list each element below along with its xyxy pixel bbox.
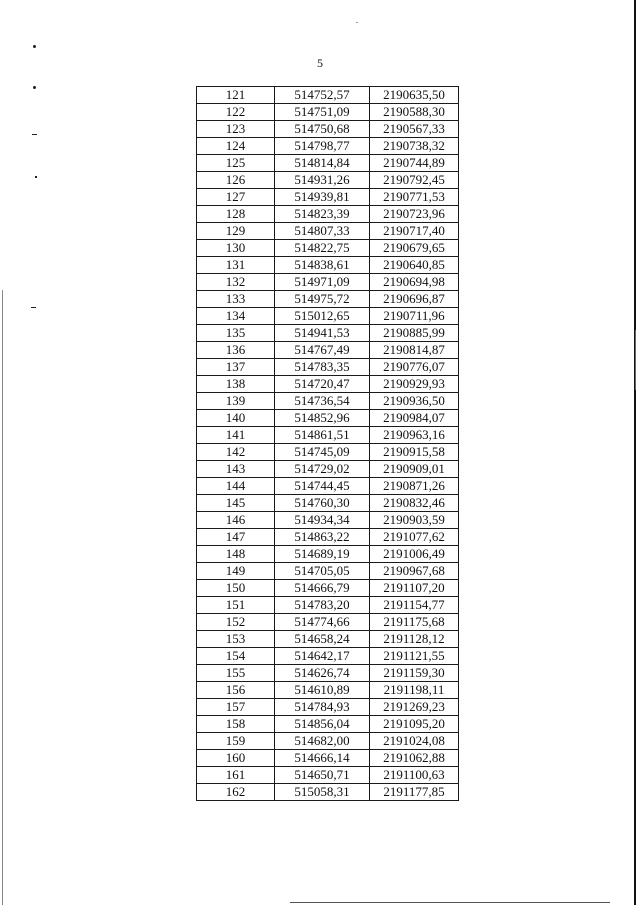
point-number-cell: 151 xyxy=(197,597,275,614)
table-row xyxy=(197,206,459,223)
table-row xyxy=(197,648,459,665)
table-row xyxy=(197,478,459,495)
x-coordinate-cell: 514975,72 xyxy=(275,291,370,308)
y-coordinate-cell: 2191175,68 xyxy=(370,614,459,631)
point-number-cell: 125 xyxy=(197,155,275,172)
point-number-cell: 129 xyxy=(197,223,275,240)
margin-dash xyxy=(31,307,36,308)
table-row xyxy=(197,427,459,444)
point-number-cell: 146 xyxy=(197,512,275,529)
x-coordinate-cell: 514760,30 xyxy=(275,495,370,512)
point-number-cell: 142 xyxy=(197,444,275,461)
coordinates-table xyxy=(196,86,459,801)
y-coordinate-cell: 2191006,49 xyxy=(370,546,459,563)
x-coordinate-cell: 514736,54 xyxy=(275,393,370,410)
point-number-cell: 161 xyxy=(197,767,275,784)
point-number-cell: 155 xyxy=(197,665,275,682)
table-row xyxy=(197,87,459,104)
y-coordinate-cell: 2190792,45 xyxy=(370,172,459,189)
y-coordinate-cell: 2190679,65 xyxy=(370,240,459,257)
x-coordinate-cell: 514861,51 xyxy=(275,427,370,444)
y-coordinate-cell: 2191062,88 xyxy=(370,750,459,767)
y-coordinate-cell: 2191177,85 xyxy=(370,784,459,801)
x-coordinate-cell: 514666,79 xyxy=(275,580,370,597)
x-coordinate-cell: 514752,57 xyxy=(275,87,370,104)
y-coordinate-cell: 2191269,23 xyxy=(370,699,459,716)
y-coordinate-cell: 2191128,12 xyxy=(370,631,459,648)
x-coordinate-cell: 514689,19 xyxy=(275,546,370,563)
point-number-cell: 122 xyxy=(197,104,275,121)
y-coordinate-cell: 2191077,62 xyxy=(370,529,459,546)
point-number-cell: 153 xyxy=(197,631,275,648)
point-number-cell: 133 xyxy=(197,291,275,308)
x-coordinate-cell: 514798,77 xyxy=(275,138,370,155)
y-coordinate-cell: 2190640,85 xyxy=(370,257,459,274)
table-row xyxy=(197,274,459,291)
point-number-cell: 160 xyxy=(197,750,275,767)
x-coordinate-cell: 514807,33 xyxy=(275,223,370,240)
x-coordinate-cell: 515058,31 xyxy=(275,784,370,801)
point-number-cell: 131 xyxy=(197,257,275,274)
point-number-cell: 152 xyxy=(197,614,275,631)
x-coordinate-cell: 514745,09 xyxy=(275,444,370,461)
table-row xyxy=(197,546,459,563)
point-number-cell: 157 xyxy=(197,699,275,716)
table-row xyxy=(197,257,459,274)
x-coordinate-cell: 514705,05 xyxy=(275,563,370,580)
x-coordinate-cell: 514784,93 xyxy=(275,699,370,716)
table-row xyxy=(197,716,459,733)
table-row xyxy=(197,597,459,614)
y-coordinate-cell: 2190832,46 xyxy=(370,495,459,512)
x-coordinate-cell: 514658,24 xyxy=(275,631,370,648)
point-number-cell: 162 xyxy=(197,784,275,801)
table-row xyxy=(197,563,459,580)
table-row xyxy=(197,223,459,240)
y-coordinate-cell: 2190723,96 xyxy=(370,206,459,223)
point-number-cell: 135 xyxy=(197,325,275,342)
point-number-cell: 134 xyxy=(197,308,275,325)
point-number-cell: 137 xyxy=(197,359,275,376)
table-row xyxy=(197,750,459,767)
y-coordinate-cell: 2190776,07 xyxy=(370,359,459,376)
x-coordinate-cell: 514783,20 xyxy=(275,597,370,614)
x-coordinate-cell: 514666,14 xyxy=(275,750,370,767)
table-row xyxy=(197,172,459,189)
x-coordinate-cell: 514941,53 xyxy=(275,325,370,342)
x-coordinate-cell: 514939,81 xyxy=(275,189,370,206)
point-number-cell: 124 xyxy=(197,138,275,155)
y-coordinate-cell: 2191198,11 xyxy=(370,682,459,699)
point-number-cell: 132 xyxy=(197,274,275,291)
y-coordinate-cell: 2190744,89 xyxy=(370,155,459,172)
y-coordinate-cell: 2191024,08 xyxy=(370,733,459,750)
x-coordinate-cell: 514852,96 xyxy=(275,410,370,427)
margin-dot xyxy=(35,176,37,178)
point-number-cell: 149 xyxy=(197,563,275,580)
y-coordinate-cell: 2190771,53 xyxy=(370,189,459,206)
table-row xyxy=(197,410,459,427)
y-coordinate-cell: 2191121,55 xyxy=(370,648,459,665)
y-coordinate-cell: 2190696,87 xyxy=(370,291,459,308)
point-number-cell: 140 xyxy=(197,410,275,427)
table-row xyxy=(197,767,459,784)
y-coordinate-cell: 2190711,96 xyxy=(370,308,459,325)
table-row xyxy=(197,461,459,478)
y-coordinate-cell: 2190909,01 xyxy=(370,461,459,478)
table-row xyxy=(197,291,459,308)
point-number-cell: 148 xyxy=(197,546,275,563)
point-number-cell: 121 xyxy=(197,87,275,104)
table-row xyxy=(197,665,459,682)
table-row xyxy=(197,631,459,648)
table-row xyxy=(197,529,459,546)
top-dot xyxy=(356,22,358,23)
y-coordinate-cell: 2190967,68 xyxy=(370,563,459,580)
x-coordinate-cell: 514783,35 xyxy=(275,359,370,376)
y-coordinate-cell: 2190963,16 xyxy=(370,427,459,444)
table-row xyxy=(197,733,459,750)
table-row xyxy=(197,104,459,121)
table-row xyxy=(197,121,459,138)
point-number-cell: 127 xyxy=(197,189,275,206)
table-row xyxy=(197,512,459,529)
x-coordinate-cell: 514626,74 xyxy=(275,665,370,682)
x-coordinate-cell: 514838,61 xyxy=(275,257,370,274)
table-row xyxy=(197,359,459,376)
x-coordinate-cell: 514720,47 xyxy=(275,376,370,393)
y-coordinate-cell: 2191159,30 xyxy=(370,665,459,682)
scan-edge-left xyxy=(2,290,3,905)
x-coordinate-cell: 514814,84 xyxy=(275,155,370,172)
margin-dash xyxy=(32,134,37,135)
table-row xyxy=(197,614,459,631)
table-row xyxy=(197,580,459,597)
y-coordinate-cell: 2190635,50 xyxy=(370,87,459,104)
margin-dot xyxy=(33,45,36,48)
y-coordinate-cell: 2190984,07 xyxy=(370,410,459,427)
x-coordinate-cell: 514650,71 xyxy=(275,767,370,784)
point-number-cell: 150 xyxy=(197,580,275,597)
x-coordinate-cell: 514774,66 xyxy=(275,614,370,631)
table-row xyxy=(197,189,459,206)
y-coordinate-cell: 2190717,40 xyxy=(370,223,459,240)
table-row xyxy=(197,444,459,461)
y-coordinate-cell: 2190885,99 xyxy=(370,325,459,342)
table-row xyxy=(197,376,459,393)
x-coordinate-cell: 514856,04 xyxy=(275,716,370,733)
table-row xyxy=(197,138,459,155)
x-coordinate-cell: 515012,65 xyxy=(275,308,370,325)
table-row xyxy=(197,325,459,342)
point-number-cell: 136 xyxy=(197,342,275,359)
scan-edge-right-inner xyxy=(635,330,636,390)
table-row xyxy=(197,308,459,325)
point-number-cell: 145 xyxy=(197,495,275,512)
x-coordinate-cell: 514744,45 xyxy=(275,478,370,495)
y-coordinate-cell: 2190567,33 xyxy=(370,121,459,138)
x-coordinate-cell: 514750,68 xyxy=(275,121,370,138)
page-number: 5 xyxy=(317,56,323,70)
table-row xyxy=(197,342,459,359)
x-coordinate-cell: 514823,39 xyxy=(275,206,370,223)
x-coordinate-cell: 514610,89 xyxy=(275,682,370,699)
scan-edge-right xyxy=(634,0,636,905)
point-number-cell: 126 xyxy=(197,172,275,189)
table-row xyxy=(197,393,459,410)
point-number-cell: 156 xyxy=(197,682,275,699)
x-coordinate-cell: 514822,75 xyxy=(275,240,370,257)
scan-edge-bottom xyxy=(290,902,610,903)
x-coordinate-cell: 514931,26 xyxy=(275,172,370,189)
point-number-cell: 139 xyxy=(197,393,275,410)
y-coordinate-cell: 2190814,87 xyxy=(370,342,459,359)
y-coordinate-cell: 2190936,50 xyxy=(370,393,459,410)
table-row xyxy=(197,240,459,257)
point-number-cell: 138 xyxy=(197,376,275,393)
coordinates-table-body xyxy=(197,87,459,801)
y-coordinate-cell: 2191100,63 xyxy=(370,767,459,784)
point-number-cell: 159 xyxy=(197,733,275,750)
y-coordinate-cell: 2191154,77 xyxy=(370,597,459,614)
table-row xyxy=(197,682,459,699)
table-row xyxy=(197,784,459,801)
margin-dot xyxy=(33,86,36,89)
point-number-cell: 158 xyxy=(197,716,275,733)
x-coordinate-cell: 514682,00 xyxy=(275,733,370,750)
y-coordinate-cell: 2190694,98 xyxy=(370,274,459,291)
point-number-cell: 143 xyxy=(197,461,275,478)
point-number-cell: 130 xyxy=(197,240,275,257)
point-number-cell: 128 xyxy=(197,206,275,223)
table-row xyxy=(197,495,459,512)
x-coordinate-cell: 514934,34 xyxy=(275,512,370,529)
point-number-cell: 123 xyxy=(197,121,275,138)
x-coordinate-cell: 514751,09 xyxy=(275,104,370,121)
table-row xyxy=(197,699,459,716)
table-row xyxy=(197,155,459,172)
point-number-cell: 141 xyxy=(197,427,275,444)
y-coordinate-cell: 2190871,26 xyxy=(370,478,459,495)
x-coordinate-cell: 514863,22 xyxy=(275,529,370,546)
point-number-cell: 144 xyxy=(197,478,275,495)
x-coordinate-cell: 514729,02 xyxy=(275,461,370,478)
y-coordinate-cell: 2191107,20 xyxy=(370,580,459,597)
x-coordinate-cell: 514767,49 xyxy=(275,342,370,359)
y-coordinate-cell: 2190588,30 xyxy=(370,104,459,121)
y-coordinate-cell: 2191095,20 xyxy=(370,716,459,733)
point-number-cell: 147 xyxy=(197,529,275,546)
y-coordinate-cell: 2190738,32 xyxy=(370,138,459,155)
y-coordinate-cell: 2190929,93 xyxy=(370,376,459,393)
x-coordinate-cell: 514642,17 xyxy=(275,648,370,665)
x-coordinate-cell: 514971,09 xyxy=(275,274,370,291)
point-number-cell: 154 xyxy=(197,648,275,665)
y-coordinate-cell: 2190903,59 xyxy=(370,512,459,529)
y-coordinate-cell: 2190915,58 xyxy=(370,444,459,461)
